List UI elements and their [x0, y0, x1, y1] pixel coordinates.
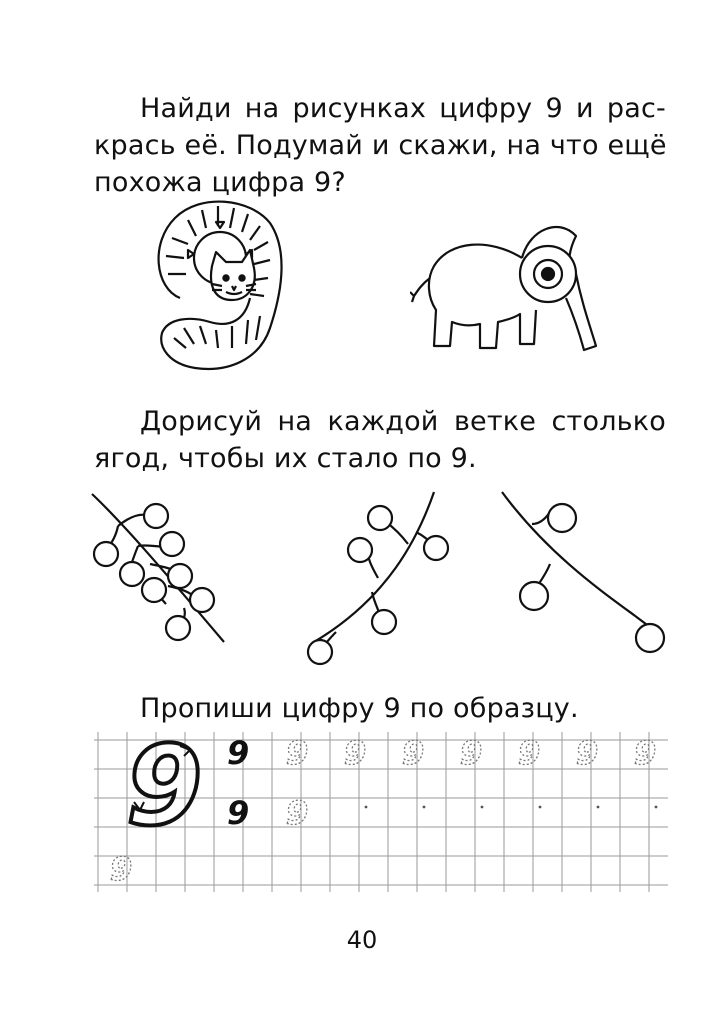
- berry: [308, 640, 332, 664]
- berry: [144, 504, 168, 528]
- trace-nine: 9: [460, 734, 483, 772]
- sample-nine: [126, 732, 203, 850]
- trace-nine: 9: [518, 734, 541, 772]
- task-3-text: [94, 690, 666, 727]
- berry: [424, 536, 448, 560]
- svg-text:9: 9: [126, 732, 203, 850]
- berry: [636, 624, 664, 652]
- page-number: 40: [346, 926, 378, 954]
- task-2-line-1: Дорисуй на каждой ветке столько: [140, 406, 666, 437]
- trace-nine: 9: [634, 734, 657, 772]
- trace-nine: 9: [402, 734, 425, 772]
- task-2-text: [94, 403, 666, 477]
- elephant-nine-illustration: [410, 218, 610, 366]
- berry: [348, 538, 372, 562]
- trace-nine: 9: [576, 734, 599, 772]
- sample-nine-row-2: 9: [227, 794, 250, 832]
- task-2-line-2: ягод, чтобы их стало по 9.: [94, 443, 477, 474]
- berry-branches: [88, 488, 678, 668]
- berry: [120, 562, 144, 586]
- berry: [548, 504, 576, 532]
- berry: [520, 582, 548, 610]
- trace-nine: 9: [286, 794, 309, 832]
- task-1-text: [94, 90, 666, 201]
- branch-3: [502, 492, 664, 652]
- branch-1: [92, 494, 224, 642]
- berry: [142, 578, 166, 602]
- branch-2: [308, 492, 448, 664]
- sample-nine-row-1: 9: [227, 734, 250, 772]
- tiger-cat-nine-illustration: [150, 198, 290, 374]
- berry: [94, 542, 118, 566]
- berry: [190, 588, 214, 612]
- task-3-line-1: Пропиши цифру 9 по образцу.: [140, 693, 579, 724]
- trace-nine: 9: [286, 734, 309, 772]
- copybook-grid: [94, 732, 668, 892]
- berry: [160, 532, 184, 556]
- task-1-line-2: крась её. Подумай и скажи, на что ещё: [94, 130, 667, 161]
- berry: [368, 506, 392, 530]
- task-1-line-1: Найди на рисунках цифру 9 и рас-: [140, 93, 666, 124]
- berry: [166, 616, 190, 640]
- berry: [372, 610, 396, 634]
- task-1-line-3: похожа цифра 9?: [94, 167, 346, 198]
- trace-nine: 9: [344, 734, 367, 772]
- trace-nine: 9: [110, 850, 133, 888]
- berry: [168, 564, 192, 588]
